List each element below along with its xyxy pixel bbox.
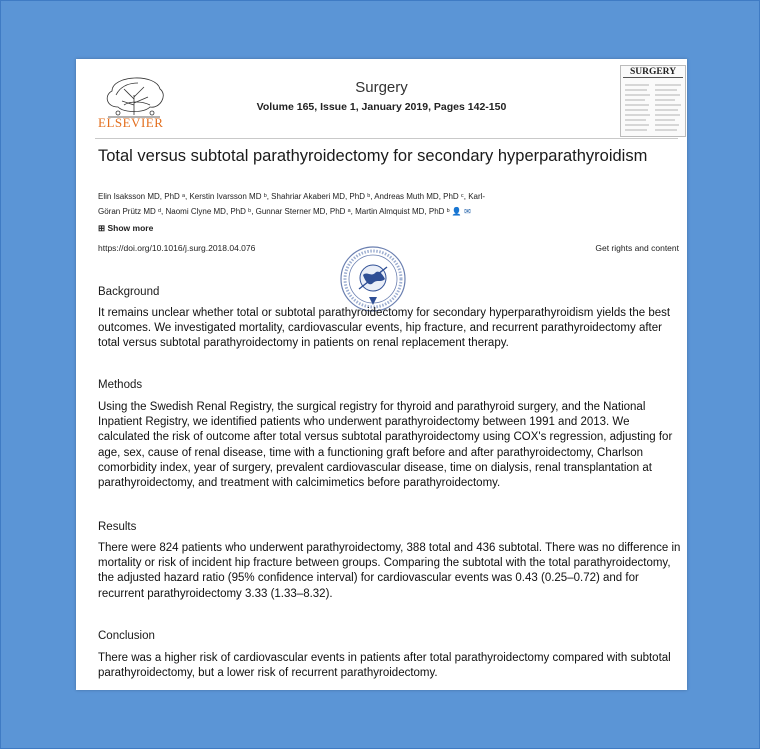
author-list [98,189,668,219]
methods-text: Using the Swedish Renal Registry, the surgical registry for thyroid and parathyroid surgery, and the National Inpatient Registry, we identified patients who underwent parathyroidectomy between 1991 and 2013. We calculated the risk of outcome after total versus subtotal parathyroidectomy using COX's regression, adjusting for age, sex, cause of renal disease, time with a functioning graft before and after parathyroidectomy, Charlson comorbidity index, year of surgery, prevalent cardiovascular disease, time on dialysis, renal transplantation at parathyroidectomy, and treatment with calcimimetics before parathyroidectomy. [98,401,673,490]
rights-link[interactable]: Get rights and content [595,243,679,253]
person-icon[interactable]: 👤 [451,207,462,216]
header-divider [95,138,678,139]
cover-title: SURGERY [623,67,683,78]
results-text: There were 824 patients who underwent parathyroidectomy, 388 total and 436 subtotal. There was no difference in mortality or risk of incident hip fracture between groups. Comparing the subtotal with the total parathyroidectomy, the adjusted hazard ratio (95% confidence interval) for cardiovascular events was 0.43 (0.25–0.72) and for recurrent parathyroidectomy 3.33 (1.33–8.32). [98,542,681,600]
conclusion-heading: Conclusion [98,630,155,642]
article-title: Total versus subtotal parathyroidectomy for secondary hyperparathyroidism [98,147,648,165]
society-seal-icon [339,245,407,313]
doi-link[interactable]: https://doi.org/10.1016/j.surg.2018.04.076 [98,243,256,253]
background-heading: Background [98,286,160,298]
background-text: It remains unclear whether total or subtotal parathyroidectomy for secondary hyperparathyroidism yields the best outcomes. We investigated mortality, cardiovascular events, hip fracture, and recurrent parathyroidectomy after total versus subtotal parathyroidectomy in patients on renal replacement therapy. [98,307,671,350]
conclusion-text: There was a higher risk of cardiovascular events in patients after total parathyroidectomy compared with subtotal parathyroidectomy, but a lower risk of recurrent parathyroidectomy. [98,652,671,680]
email-icon[interactable]: ✉ [464,207,471,216]
authors-line-1[interactable]: Elin Isaksson MD, PhD ᵃ, Kerstin Ivarsson MD ᵇ, Shahriar Akaberi MD, PhD ᵇ, Andreas Muth MD, PhD ᶜ, Karl- [98,192,486,201]
elsevier-wordmark: ELSEVIER [98,115,164,130]
journal-issue[interactable]: Volume 165, Issue 1, January 2019, Pages 142-150 [256,101,507,113]
authors-line-2[interactable]: Göran Prütz MD ᵈ, Naomi Clyne MD, PhD ᵇ, Gunnar Sterner MD, PhD ᵃ, Martin Almquist MD, PhD ᵇ 👤 ✉ [98,207,471,216]
article-page [76,59,687,690]
show-more-button[interactable]: ⊞ Show more [98,223,154,233]
cover-text-lines [625,82,681,134]
methods-heading: Methods [98,379,143,391]
journal-name[interactable]: Surgery [355,79,408,96]
journal-cover-thumbnail[interactable] [620,65,686,137]
results-heading: Results [98,521,137,533]
